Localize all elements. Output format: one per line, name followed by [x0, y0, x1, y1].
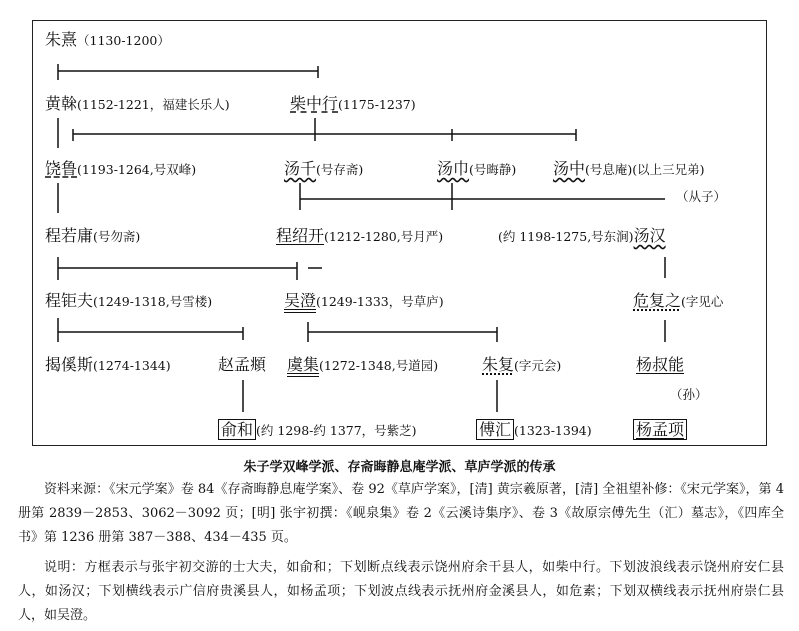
- node-chengruoyong: [45, 227, 140, 246]
- detail: (1212-1280,号月严): [324, 229, 444, 244]
- name: 柴中行: [290, 94, 339, 113]
- node-weifuzhi: [633, 292, 723, 311]
- node-raolu: [45, 160, 196, 179]
- detail: (字见心: [681, 294, 724, 309]
- node-zhuxi: [45, 31, 170, 50]
- note-text: 说明：方框表示与张宇初交游的士大夫，如俞和；下划断点线表示饶州府余干县人，如柴中行。下划波浪线表示饶州府安仁县人，如汤汉；下划横线表示广信府贵溪县人，如杨孟项；下划波点线表示抚州府金溪县人，如危素；下划双横线表示抚州府崇仁县人，如吴澄。: [18, 560, 784, 623]
- node-tangjin: [437, 160, 516, 179]
- detail: (1274-1344): [93, 358, 171, 373]
- name: 汤千: [284, 159, 317, 178]
- node-zhufu: [482, 356, 561, 375]
- detail: (1193-1264,号双峰): [77, 162, 197, 177]
- name: 揭傒斯: [45, 355, 94, 374]
- detail: (1152-1221，福建长乐人): [77, 97, 230, 112]
- name: 汤巾: [437, 159, 470, 178]
- name: 汤中: [553, 159, 586, 178]
- name: 俞和: [218, 419, 256, 440]
- detail: (号晦静): [469, 162, 517, 177]
- name: 饶鲁: [45, 159, 78, 178]
- name: 危复之: [633, 291, 682, 310]
- name: 朱熹: [45, 30, 78, 49]
- node-huanggan: [45, 95, 230, 114]
- detail: (1272-1348,号道园): [319, 358, 439, 373]
- node-tangqian: [284, 160, 363, 179]
- name: 程钜夫: [45, 291, 94, 310]
- name: 程若庸: [45, 226, 94, 245]
- detail: (字元会): [514, 358, 562, 373]
- name: 黄榦: [45, 94, 78, 113]
- detail: (号息庵)(以上三兄弟): [585, 162, 705, 177]
- node-yangmengxiang: [633, 421, 687, 440]
- node-chengjufu: [45, 292, 212, 311]
- name: 虞集: [287, 355, 320, 374]
- detail: (号勿斋): [93, 229, 141, 244]
- node-yuhe: [218, 421, 417, 440]
- detail: (约 1298-约 1377，号紫芝): [256, 423, 417, 438]
- detail: （1130-1200）: [77, 33, 170, 48]
- name: 程绍开: [276, 226, 325, 245]
- name: 汤汉: [633, 226, 666, 245]
- node-chaizhongxing: [290, 95, 416, 114]
- name: 赵孟頫: [218, 355, 267, 374]
- detail: (号存斋): [316, 162, 364, 177]
- detail: (1323-1394): [514, 423, 592, 438]
- node-jiexisi: [45, 356, 171, 375]
- name: 朱复: [482, 355, 515, 374]
- note-congzi: （从子）: [676, 189, 727, 204]
- node-zhaomengfu: [218, 356, 266, 375]
- source-text: 资料来源：《宋元学案》卷 84《存斋晦静息庵学案》、卷 92《草庐学案》，[清] 黄宗羲原著，[清] 全祖望补修：《宋元学案》，第 4 册第 2839－2853、3062－3092 页；[明] 张宇初撰：《岘泉集》卷 2《云溪诗集序》、卷 3《故原宗傅先生（汇）墓志》，《四库全书》第 1236 册第 387－388、434－435 页。: [18, 482, 784, 545]
- name: 傅汇: [476, 419, 514, 440]
- node-fuhui: [476, 421, 592, 440]
- name: 杨孟项: [633, 419, 687, 440]
- node-tangzhong: [553, 160, 705, 179]
- detail: (1175-1237): [338, 97, 416, 112]
- node-yuji: [287, 356, 438, 375]
- name: 杨叔能: [636, 355, 685, 374]
- name: 吴澄: [284, 291, 317, 310]
- node-tanghan: [498, 227, 666, 246]
- figure-caption: 朱子学双峰学派、存斋晦静息庵学派、草庐学派的传承: [243, 460, 556, 475]
- note-sun: （孙）: [670, 387, 708, 402]
- detail: (1249-1318,号雪楼): [93, 294, 213, 309]
- detail: (约 1198-1275,号东涧): [498, 229, 634, 244]
- node-yangshuneng: [636, 356, 684, 375]
- node-wucheng: [284, 292, 444, 311]
- node-chengshaokai: [276, 227, 443, 246]
- detail: (1249-1333，号草庐): [316, 294, 444, 309]
